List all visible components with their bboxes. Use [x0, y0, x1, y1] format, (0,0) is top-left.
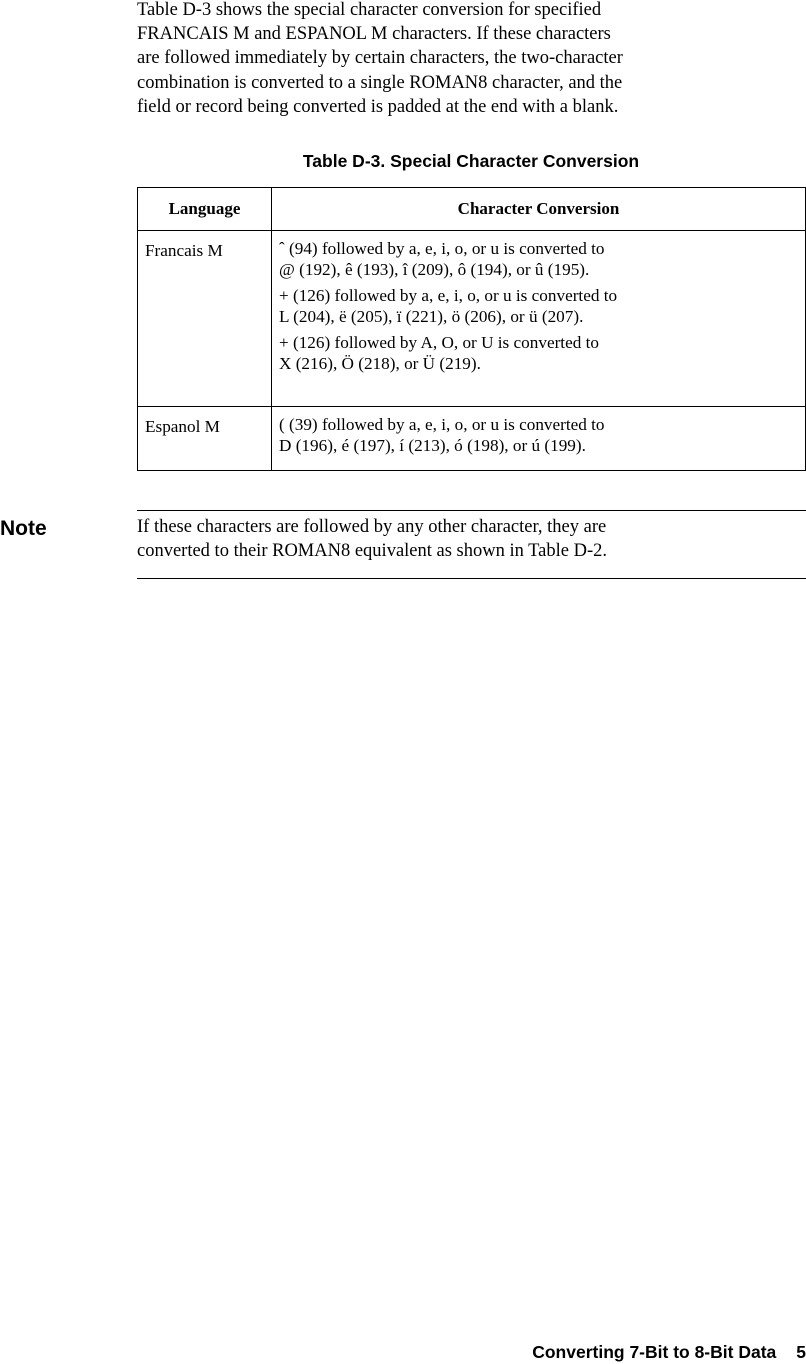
conversion-text: ( (39) followed by a, e, i, o, or u is converted to	[279, 415, 605, 434]
table-row	[138, 407, 806, 471]
conversion-text: + (126) followed by A, O, or U is converted to	[279, 333, 599, 352]
conversion-text: L (204), ë (205), ï (221), ö (206), or ü (207).	[279, 306, 584, 326]
language-cell: Espanol M	[138, 407, 272, 471]
conversion-text: D (196), é (197), í (213), ó (198), or ú (199).	[279, 435, 586, 455]
conversion-text: X (216), Ö (218), or Ü (219).	[279, 353, 481, 373]
conversion-table	[137, 187, 806, 471]
intro-line: field or record being converted is padded at the end with a blank.	[137, 96, 619, 117]
header-language: Language	[138, 188, 272, 231]
intro-line: are followed immediately by certain characters, the two-character	[137, 48, 623, 69]
page-footer	[532, 1342, 806, 1363]
note-bottom-divider	[137, 578, 806, 579]
intro-paragraph	[137, 0, 777, 119]
intro-line: combination is converted to a single ROMAN8 character, and the	[137, 72, 623, 93]
conversion-rule	[279, 239, 798, 280]
footer-section-title: Converting 7-Bit to 8-Bit Data	[532, 1342, 777, 1362]
intro-line: Table D-3 shows the special character conversion for specified	[137, 0, 602, 20]
conversion-cell	[272, 407, 806, 471]
intro-line: FRANCAIS M and ESPANOL M characters. If these characters	[137, 24, 611, 45]
note-top-divider	[137, 510, 806, 511]
conversion-text: @ (192), ê (193), î (209), ô (194), or û (195).	[279, 259, 590, 279]
conversion-rule	[279, 333, 798, 374]
language-cell: Francais M	[138, 231, 272, 407]
conversion-text: ˆ (94) followed by a, e, i, o, or u is converted to	[279, 239, 605, 258]
table-row	[138, 231, 806, 407]
conversion-rule	[279, 415, 798, 456]
header-character-conversion: Character Conversion	[272, 188, 806, 231]
note-body	[137, 515, 777, 563]
note-label: Note	[0, 517, 47, 540]
page-number: 5	[796, 1342, 806, 1362]
note-line: If these characters are followed by any other character, they are	[137, 517, 607, 537]
conversion-rule	[279, 286, 798, 327]
table-title: Table D-3. Special Character Conversion	[302, 151, 640, 171]
conversion-cell	[272, 231, 806, 407]
conversion-text: + (126) followed by a, e, i, o, or u is converted to	[279, 286, 618, 305]
note-line: converted to their ROMAN8 equivalent as shown in Table D-2.	[137, 541, 608, 561]
table-header-row	[138, 188, 806, 231]
